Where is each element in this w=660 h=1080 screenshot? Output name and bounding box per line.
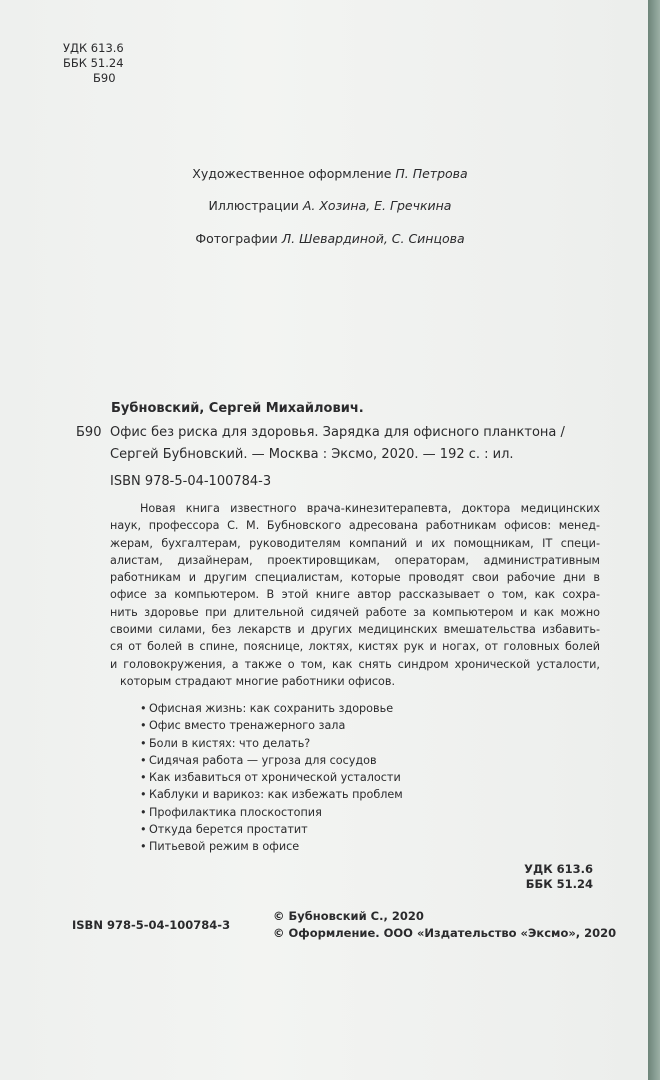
author-mark: Б90 xyxy=(93,71,116,85)
annotation-line: и головокружения, а также о том, как снять синдром хронической усталости, xyxy=(110,657,600,671)
list-item: • Питьевой режим в офисе xyxy=(140,838,403,855)
bbk-code: ББК 51.24 xyxy=(63,56,124,70)
list-item: • Сидячая работа — угроза для сосудов xyxy=(140,752,403,769)
annotation-line: нить здоровье при длительной сидячей работе за компьютером и как можно xyxy=(110,605,600,619)
classification-codes-bottom xyxy=(524,862,593,892)
copyright-block xyxy=(273,908,616,942)
bibliographic-line-1: Офис без риска для здоровья. Зарядка для офисного планктона / xyxy=(110,425,565,440)
bbk-code: ББК 51.24 xyxy=(525,877,593,891)
copyright-publisher: © Оформление. ООО «Издательство «Эксмо», 2020 xyxy=(273,926,617,940)
annotation-line: ся от болей в спине, пояснице, локтях, кистях рук и ногах, от головных болей xyxy=(110,640,600,654)
bullet-icon: • xyxy=(140,702,147,715)
page-edge-shadow xyxy=(648,0,660,1080)
topic-list xyxy=(140,700,403,856)
classification-codes-top xyxy=(63,41,124,86)
annotation-line: наук, профессора С. М. Бубновского адресована работникам офисов: менед- xyxy=(110,519,600,533)
list-item: • Офисная жизнь: как сохранить здоровье xyxy=(140,700,403,717)
credit-name: Л. Шевардиной, С. Синцова xyxy=(281,231,465,246)
annotation xyxy=(110,500,600,690)
bullet-icon: • xyxy=(140,719,147,733)
annotation-line: офисе за компьютером. В этой книге автор рассказывает о том, как сохра- xyxy=(110,588,600,602)
bullet-icon: • xyxy=(140,823,147,837)
annotation-line: своими силами, без лекарств и других медицинских вмешательства избавить- xyxy=(110,623,600,637)
book-author-mark: Б90 xyxy=(76,425,102,440)
credit-illustrations xyxy=(0,198,660,213)
bullet-icon: • xyxy=(140,840,147,854)
isbn-bottom: ISBN 978-5-04-100784-3 xyxy=(72,918,231,932)
annotation-line: алистам, дизайнерам, проектировщикам, операторам, административным xyxy=(110,553,600,567)
bibliographic-line-2: Сергей Бубновский. — Москва : Эксмо, 2020. — 192 с. : ил. xyxy=(110,447,514,462)
list-item: • Откуда берется простатит xyxy=(140,821,403,838)
annotation-line: жерам, бухгалтерам, руководителям компаний и их помощникам, IT специ- xyxy=(110,536,600,550)
isbn-line: ISBN 978-5-04-100784-3 xyxy=(110,474,272,489)
udk-code: УДК 613.6 xyxy=(524,862,593,876)
credit-label: Фотографии xyxy=(195,231,278,246)
annotation-line: которым страдают многие работники офисов. xyxy=(120,674,396,688)
annotation-line: Новая книга известного врача-кинезитерапевта, доктора медицинских xyxy=(140,502,600,515)
list-item: • Профилактика плоскостопия xyxy=(140,804,403,821)
author-heading: Бубновский, Сергей Михайлович. xyxy=(111,401,364,416)
udk-code: УДК 613.6 xyxy=(63,41,124,55)
bullet-icon: • xyxy=(140,788,147,802)
list-item: • Офис вместо тренажерного зала xyxy=(140,717,403,734)
list-item: • Как избавиться от хронической усталости xyxy=(140,769,403,786)
credit-name: А. Хозина, Е. Гречкина xyxy=(302,198,452,213)
bullet-icon: • xyxy=(140,805,147,819)
credit-label: Иллюстрации xyxy=(208,198,299,213)
list-item: • Боли в кистях: что делать? xyxy=(140,735,403,752)
credit-photos xyxy=(0,231,660,246)
bullet-icon: • xyxy=(140,736,147,750)
bullet-icon: • xyxy=(140,771,147,785)
credit-name: П. Петрова xyxy=(395,166,468,181)
annotation-line: работникам и другим специалистам, которые проводят свои рабочие дни в xyxy=(110,571,600,585)
bullet-icon: • xyxy=(140,753,147,767)
credit-design xyxy=(0,166,660,181)
copyright-author: © Бубновский С., 2020 xyxy=(273,909,424,923)
credit-label: Художественное оформление xyxy=(192,166,392,181)
list-item: • Каблуки и варикоз: как избежать проблем xyxy=(140,786,403,803)
